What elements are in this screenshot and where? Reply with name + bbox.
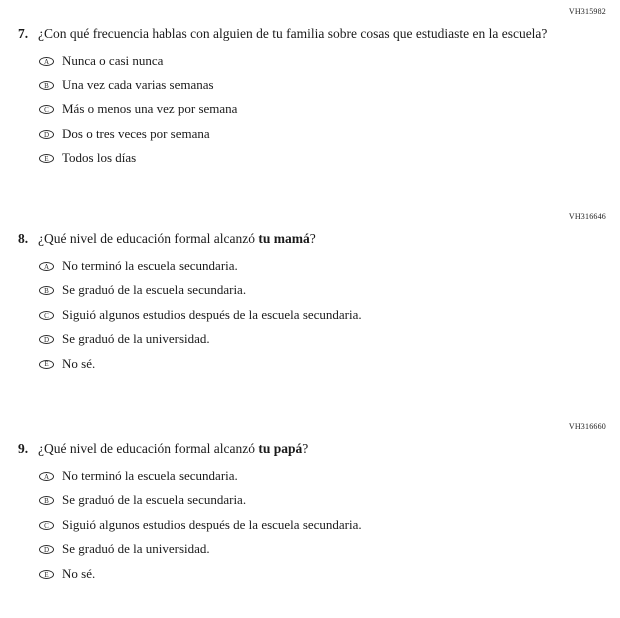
option-label: No sé. (62, 355, 96, 371)
answer-bubble-b[interactable]: B (39, 286, 54, 295)
question-text-bold: tu papá (258, 441, 303, 457)
option-label: Siguió algunos estudios después de la escuela secundaria. (62, 306, 362, 322)
question-number: 8. (18, 231, 29, 247)
question-line (18, 25, 608, 43)
option-label: Una vez cada varias semanas (62, 76, 214, 92)
option-label: Dos o tres veces por semana (62, 125, 210, 141)
answer-bubble-e[interactable]: E (39, 360, 54, 369)
answer-bubble-c[interactable]: C (39, 105, 54, 114)
answer-bubble-d[interactable]: D (39, 335, 54, 344)
answer-bubble-a[interactable]: A (39, 262, 54, 271)
question-text-pre: ¿Con qué frecuencia hablas con alguien de tu familia sobre cosas que estudiaste en la escuela? (38, 26, 548, 41)
option-row[interactable] (39, 567, 608, 582)
question-text-post: ? (302, 441, 309, 457)
question-number: 9. (18, 441, 29, 457)
question-text (38, 230, 608, 248)
answer-bubble-b[interactable]: B (39, 81, 54, 90)
option-label: Todos los días (62, 150, 137, 166)
answer-bubble-c[interactable]: C (39, 311, 54, 320)
options-list (39, 469, 608, 582)
option-label: Más o menos una vez por semana (62, 101, 238, 117)
question-block-9 (18, 423, 608, 581)
answer-bubble-e[interactable]: E (39, 570, 54, 579)
option-row[interactable] (39, 102, 608, 117)
question-block-8 (18, 213, 608, 371)
option-label: Se graduó de la escuela secundaria. (62, 282, 247, 298)
answer-bubble-b[interactable]: B (39, 496, 54, 505)
option-row[interactable] (39, 259, 608, 274)
option-row[interactable] (39, 542, 608, 557)
question-code: VH316660 (568, 422, 606, 432)
question-text-bold: tu mamá (258, 231, 310, 247)
option-label: No terminó la escuela secundaria. (62, 257, 238, 273)
question-number: 7. (18, 26, 29, 41)
option-row[interactable] (39, 151, 608, 166)
answer-bubble-c[interactable]: C (39, 521, 54, 530)
question-line (18, 230, 608, 248)
options-list (39, 54, 608, 167)
question-text (38, 25, 608, 43)
question-block-7 (18, 8, 608, 166)
answer-bubble-e[interactable]: E (39, 154, 54, 163)
option-label: No terminó la escuela secundaria. (62, 468, 238, 484)
option-row[interactable] (39, 332, 608, 347)
option-row[interactable] (39, 54, 608, 69)
option-label: No sé. (62, 565, 96, 581)
answer-bubble-a[interactable]: A (39, 57, 54, 66)
option-label: Nunca o casi nunca (62, 52, 164, 68)
question-text-pre: ¿Qué nivel de educación formal alcanzó (38, 441, 259, 457)
option-label: Se graduó de la universidad. (62, 541, 210, 557)
option-row[interactable] (39, 518, 608, 533)
option-row[interactable] (39, 78, 608, 93)
question-text-post: ? (309, 231, 316, 247)
question-line (18, 440, 608, 458)
question-code: VH315982 (568, 7, 606, 16)
answer-bubble-a[interactable]: A (39, 472, 54, 481)
option-label: Siguió algunos estudios después de la escuela secundaria. (62, 516, 362, 532)
answer-bubble-d[interactable]: D (39, 130, 54, 139)
question-text (38, 440, 608, 458)
option-row[interactable] (39, 469, 608, 484)
option-row[interactable] (39, 493, 608, 508)
option-row[interactable] (39, 357, 608, 372)
question-text-pre: ¿Qué nivel de educación formal alcanzó (38, 231, 259, 247)
option-row[interactable] (39, 308, 608, 323)
option-row[interactable] (39, 283, 608, 298)
option-label: Se graduó de la universidad. (62, 331, 210, 347)
options-list (39, 259, 608, 372)
answer-bubble-d[interactable]: D (39, 545, 54, 554)
question-code: VH316646 (568, 212, 606, 222)
option-row[interactable] (39, 127, 608, 142)
option-label: Se graduó de la escuela secundaria. (62, 492, 247, 508)
